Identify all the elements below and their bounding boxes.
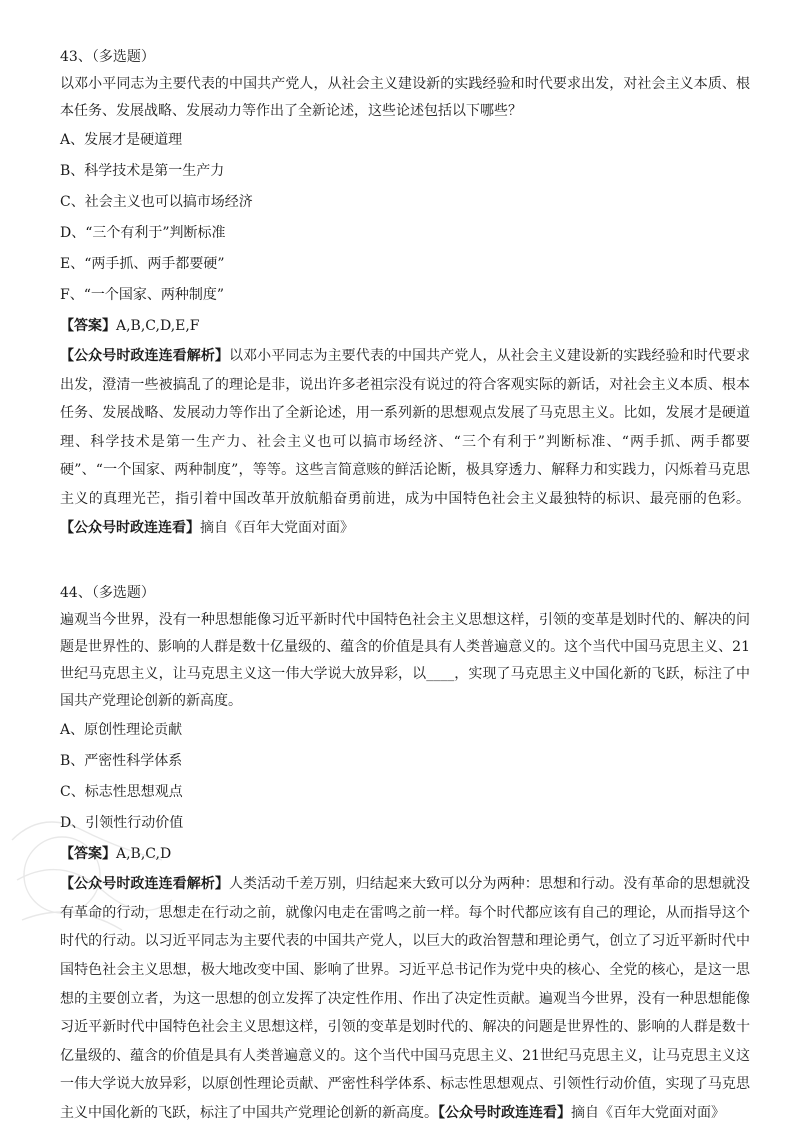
source-text: 摘自《百年大党面对面》 [200,519,354,536]
question-number: 44、（多选题） [60,585,155,602]
analysis-paragraph [60,870,750,1127]
option-a: A、发展才是硬道理 [60,132,183,148]
answer-label: 【答案】 [60,846,116,863]
option-d: D、引领性行动价值 [60,815,184,832]
answer-line [60,311,750,342]
analysis-text: 以邓小平同志为主要代表的中国共产党人，从社会主义建设新的实践经验和时代要求出发，澄清一些被搞乱了的理论是非，说出许多老祖宗没有说过的符合客观实际的新话，对社会主义本质、根本任务、发展战略、发展动力等作出了全新论述，用一系列新的思想观点发展了马克思主义。比如，发展才是硬道理、科学技术是第一生产力、社会主义也可以搞市场经济、“三个有利于”判断标准、“两手抓、两手都要硬”、“一个国家、两种制度”，等等。这些言简意赅的鲜活论断，极具穿透力、解释力和实践力，闪烁着马克思主义的真理光芒，指引着中国改革开放航船奋勇前进，成为中国特色社会主义最独特的标识、最亮丽的色彩。 [60,348,750,507]
option-list [60,125,750,311]
answer-value: A,B,C,D [116,846,172,863]
option-b: B、科学技术是第一生产力 [60,163,225,179]
question-43 [60,44,750,542]
option-c: C、标志性思想观点 [60,784,183,801]
section-spacer [60,542,750,580]
analysis-paragraph [60,342,750,542]
option-b: B、严密性科学体系 [60,753,183,770]
option-f: F、“一个国家、两种制度” [60,287,225,303]
analysis-label: 【公众号时政连连看解析】 [60,876,229,893]
option-c: C、社会主义也可以搞市场经济 [60,194,253,210]
analysis-text: 人类活动千差万别，归结起来大致可以分为两种：思想和行动。没有革命的思想就没有革命的行动，思想走在行动之前，就像闪电走在雷鸣之前一样。每个时代都应该有自己的理论，从而指导这个时代的行动。以习近平同志为主要代表的中国共产党人，以巨大的政治智慧和理论勇气，创立了习近平新时代中国特色社会主义思想，极大地改变中国、影响了世界。习近平总书记作为党中央的核心、全党的核心，是这一思想的主要创立者，为这一思想的创立发挥了决定性作用、作出了决定性贡献。遍观当今世界，没有一种思想能像习近平新时代中国特色社会主义思想这样，引领的变革是划时代的、解决的问题是世界性的、影响的人群是数十亿量级的、蕴含的价值是具有人类普遍意义的。这个当代中国马克思主义、21世纪马克思主义，让马克思主义这一伟大学说大放异彩，以原创性理论贡献、严密性科学体系、标志性思想观点、引领性行动价值，实现了马克思主义中国化新的飞跃，标注了中国共产党理论创新的新高度。 [60,876,750,1121]
question-stem: 以邓小平同志为主要代表的中国共产党人，从社会主义建设新的实践经验和时代要求出发，对社会主义本质、根本任务、发展战略、发展动力等作出了全新论述，这些论述包括以下哪些？ [60,76,750,119]
option-a: A、原创性理论贡献 [60,722,183,739]
answer-value: A,B,C,D,E,F [116,318,200,334]
option-list [60,715,750,839]
option-e: E、“两手抓、两手都要硬” [60,256,225,272]
question-number: 43、（多选题） [60,49,155,65]
answer-label: 【答案】 [60,318,116,334]
question-stem: 遍观当今世界，没有一种思想能像习近平新时代中国特色社会主义思想这样，引领的变革是划时代的、解决的问题是世界性的、影响的人群是数十亿量级的、蕴含的价值是具有人类普遍意义的。这个当代中国马克思主义、21世纪马克思主义，让马克思主义这一伟大学说大放异彩，以____，实现了马克思主义中国化新的飞跃，标注了中国共产党理论创新的新高度。 [60,612,750,710]
answer-line [60,839,750,870]
analysis-label: 【公众号时政连连看解析】 [60,348,229,364]
option-d: D、“三个有利于”判断标准 [60,225,226,241]
question-44 [60,580,750,1127]
source-tag: 【公众号时政连连看】 [60,519,200,536]
source-tag: 【公众号时政连连看】 [438,1104,571,1121]
source-text: 摘自《百年大党面对面》 [571,1104,725,1121]
